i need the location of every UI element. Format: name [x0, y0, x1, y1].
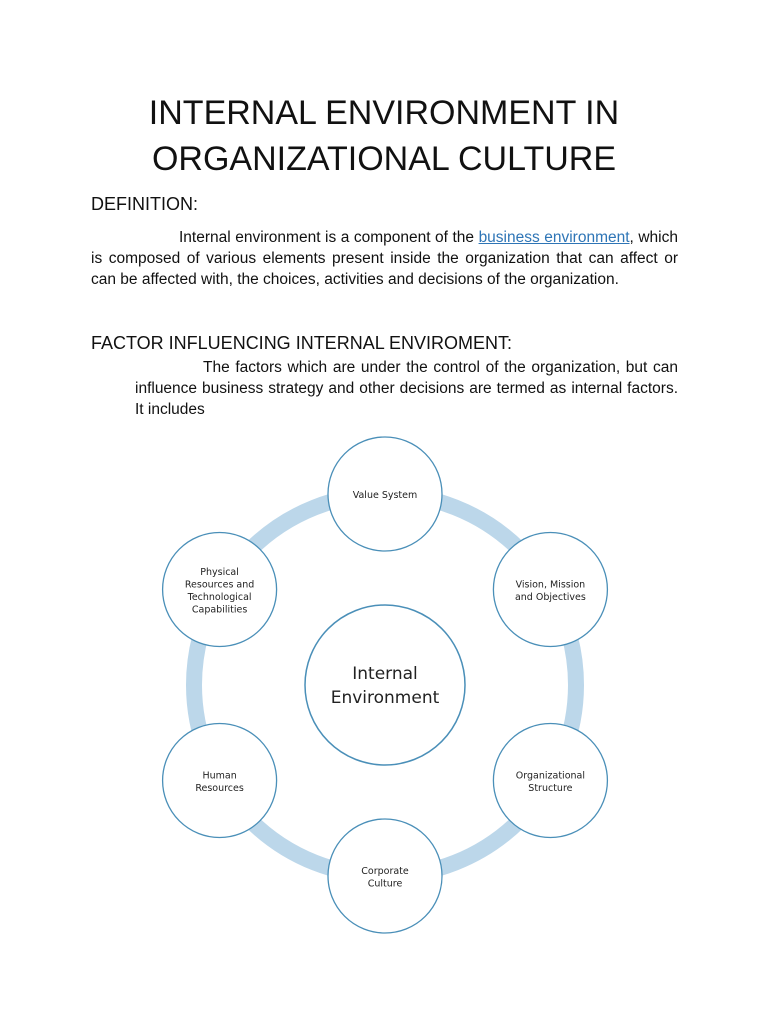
node-label: Technological [187, 591, 252, 603]
node-label: Capabilities [191, 604, 248, 616]
diagram-svg [160, 420, 610, 940]
node-label: Corporate [361, 865, 409, 877]
internal-environment-diagram [160, 420, 610, 940]
node-label: Vision, Mission [515, 579, 586, 591]
definition-text-after-link: , which is composed of various elements present inside the organization that can affect or can be affected with, the choices, activities and decisions of the organization. [91, 229, 678, 288]
center-circle [305, 605, 465, 765]
diagram-node [328, 819, 442, 933]
node-label: Value System [352, 490, 418, 501]
node-label: Structure [528, 782, 573, 794]
definition-paragraph [91, 227, 678, 290]
node-label: Resources [195, 782, 244, 794]
node-label: Resources and [184, 579, 255, 591]
page-title [0, 90, 768, 182]
definition-heading: DEFINITION: [91, 194, 198, 214]
center-label-line-2: Environment [330, 688, 440, 708]
factors-heading: FACTOR INFLUENCING INTERNAL ENVIROMENT: [91, 333, 513, 353]
center-label-line-1: Internal [352, 664, 418, 684]
diagram-node [163, 533, 277, 647]
factors-paragraph [135, 357, 678, 420]
title-line-2: ORGANIZATIONAL CULTURE [151, 140, 617, 178]
node-label: Physical [200, 566, 239, 578]
node-label: Human [202, 770, 237, 782]
node-label: Organizational [515, 770, 586, 782]
diagram-node [493, 533, 607, 647]
title-line-1: INTERNAL ENVIRONMENT IN [148, 94, 620, 132]
node-label: Culture [367, 878, 403, 890]
diagram-node [493, 724, 607, 838]
diagram-node [328, 437, 442, 551]
factors-text: The factors which are under the control of the organization, but can influence business strategy and other decisions are termed as internal factors. It includes [135, 359, 678, 418]
node-label: and Objectives [514, 591, 586, 603]
business-environment-link[interactable]: business environment [478, 229, 630, 246]
diagram-node [163, 724, 277, 838]
definition-text-before-link: Internal environment is a component of the [179, 229, 479, 246]
